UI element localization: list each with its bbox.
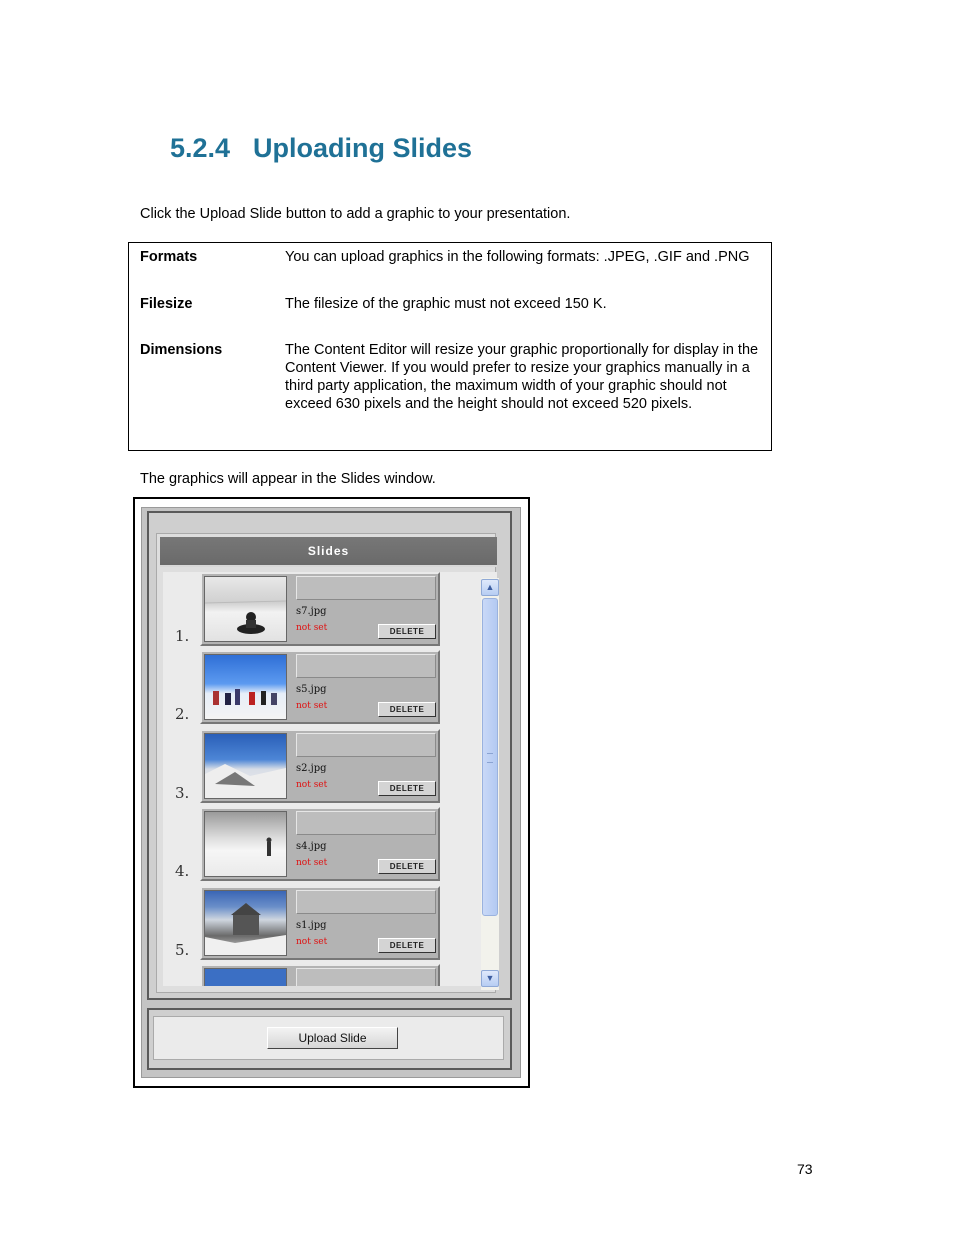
slide-filename: s2.jpg [296,763,327,774]
slide-thumbnail[interactable] [204,733,287,799]
slide-thumbnail[interactable] [204,654,287,720]
slides-window-screenshot [133,497,530,1088]
requirements-table [128,242,772,451]
slide-filename: s1.jpg [296,920,327,931]
slide-row [163,886,473,960]
upload-slide-button[interactable]: Upload Slide [267,1027,398,1049]
slide-title-field[interactable] [296,733,436,757]
slide-filename: s4.jpg [296,841,327,852]
slide-status: not set [296,780,328,790]
crowd-image [205,655,286,719]
slide-thumbnail[interactable] [204,890,287,956]
mountain-image [205,734,286,798]
requirement-term: Filesize [140,296,193,312]
slide-card [200,886,440,960]
slide-title-field[interactable] [296,890,436,914]
intro-text: Click the Upload Slide button to add a graphic to your presentation. [140,206,571,222]
slide-status: not set [296,937,328,947]
slide-card [200,572,440,646]
section-number: 5.2.4 [170,133,231,163]
requirement-desc: The filesize of the graphic must not exceed 150 K. [285,296,607,312]
slide-thumbnail[interactable] [204,576,287,642]
slides-list [163,572,497,986]
slide-card [200,650,440,724]
slides-panel-title: Slides [160,537,497,567]
section-heading [170,133,472,164]
slide-status: not set [296,623,328,633]
slide-card [200,807,440,881]
slide-row [163,572,473,646]
after-text: The graphics will appear in the Slides window. [140,471,436,487]
slide-row [163,729,473,803]
slide-title-field[interactable] [296,654,436,678]
page-number: 73 [797,1161,813,1177]
requirement-desc: You can upload graphics in the following formats: .JPEG, .GIF and .PNG [285,249,750,265]
slide-row [163,650,473,724]
delete-button[interactable]: DELETE [378,781,436,796]
window-background [141,507,521,1078]
slide-number: 2. [175,705,190,723]
rocky-hut-image [205,891,286,955]
snow-figure-image [205,577,286,641]
grip-icon [487,753,493,763]
delete-button[interactable]: DELETE [378,859,436,874]
delete-button[interactable]: DELETE [378,702,436,717]
slide-number: 3. [175,784,190,802]
slide-card [200,964,440,986]
slide-thumbnail[interactable] [204,811,287,877]
slide-status: not set [296,858,328,868]
delete-button[interactable]: DELETE [378,938,436,953]
scroll-down-button[interactable]: ▼ [481,970,499,987]
slides-scrollbar[interactable] [481,578,499,990]
slide-title-field[interactable] [296,968,436,986]
scroll-up-button[interactable]: ▲ [481,579,499,596]
slide-number: 1. [175,627,190,645]
slide-filename: s7.jpg [296,606,327,617]
snowfield-figure-image [205,812,286,876]
slide-title-field[interactable] [296,811,436,835]
scrollbar-thumb[interactable] [482,598,498,916]
slide-number: 4. [175,862,190,880]
slide-title-field[interactable] [296,576,436,600]
slide-card [200,729,440,803]
requirement-term: Dimensions [140,342,223,358]
slide-row [163,964,473,986]
requirement-desc: The Content Editor will resize your graphic proportionally for display in the Content Viewer. If you would prefer to resize your graphics manually in a third party application, the maximum width of your graphic should not exceed 630 pixels and the height should not exceed 520 pixels. [285,342,759,412]
upload-inner-frame [153,1016,504,1060]
slide-number: 5. [175,941,190,959]
delete-button[interactable]: DELETE [378,624,436,639]
requirement-term: Formats [140,249,198,265]
upload-panel [147,1008,512,1070]
slide-filename: s5.jpg [296,684,327,695]
slide-row [163,807,473,881]
slide-thumbnail[interactable] [204,968,287,986]
section-title: Uploading Slides [253,133,473,163]
slide-status: not set [296,701,328,711]
